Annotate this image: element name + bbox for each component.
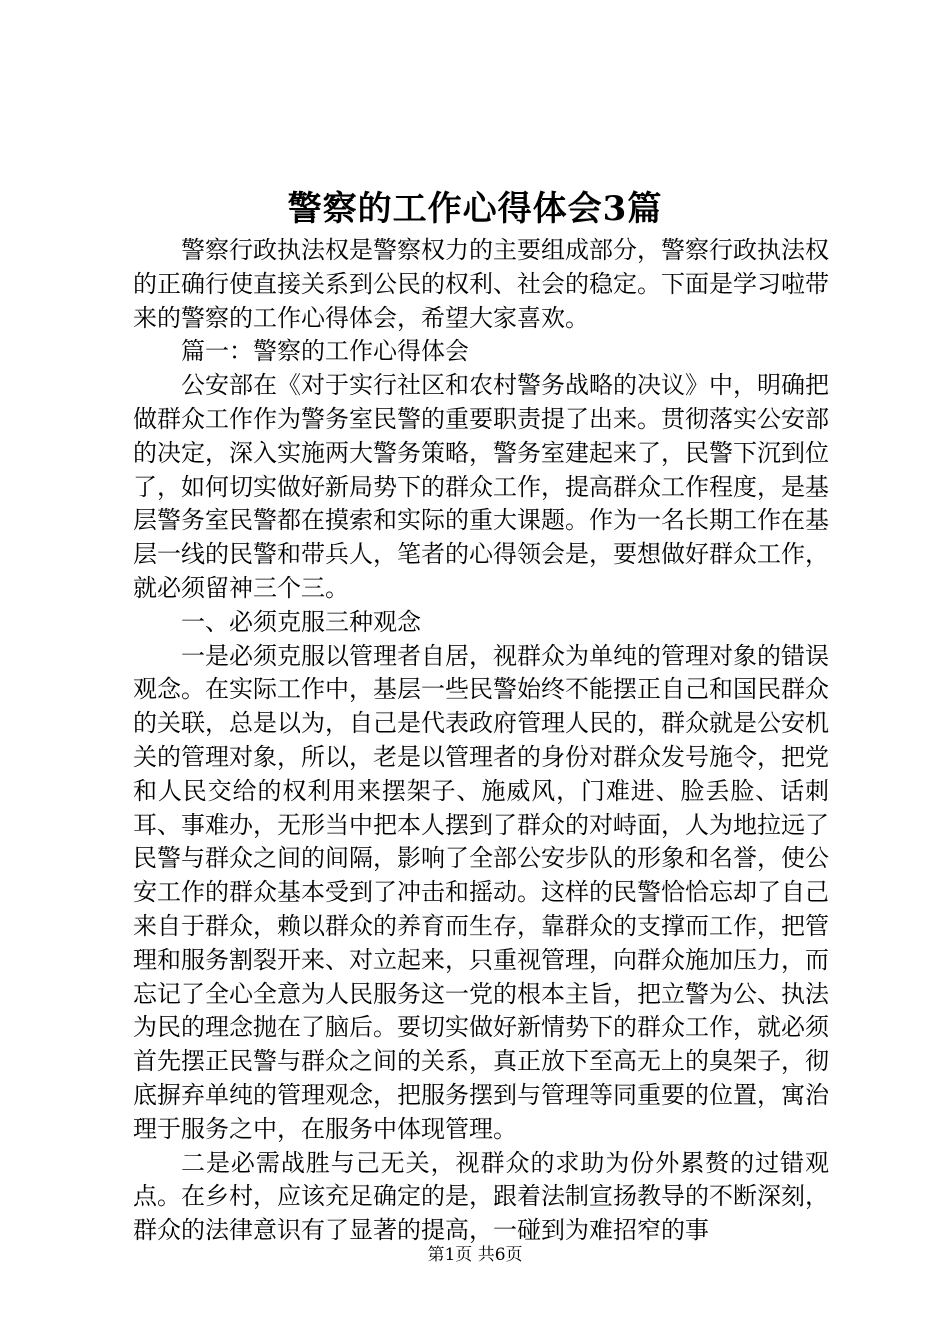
subheading-1: 一、必须克服三种观念 [181,607,421,636]
section-title: 篇一：警察的工作心得体会 [181,337,469,366]
body-paragraph-2: 一是必须克服以管理者自居，视群众为单纯的管理对象的错误观念。在实际工作中，基层一些民警始终不能摆正自己和国民群众的关联，总是以为，自己是代表政府管理人民的，群众就是公安机关的管理对象，所以，老是以管理者的身份对群众发号施令，把党和人民交给的权利用来摆架子、施威风，门难进、脸丢脸、话刺耳、事难办，无形当中把本人摆到了群众的对峙面，人为地拉远了民警与群众之间的间隔，影响了全部公安步队的形象和名誉，使公安工作的群众基本受到了冲击和摇动。这样的民警恰恰忘却了自己来自于群众，赖以群众的养育而生存，靠群众的支撑而工作，把管理和服务割裂开来、对立起来，只重视管理，向群众施加压力，而忘记了全心全意为人民服务这一党的根本主旨，把立警为公、执法为民的理念抛在了脑后。要切实做好新情势下的群众工作，就必须首先摆正民警与群众之间的关系，真正放下至高无上的臭架子，彻底摒弃单纯的管理观念，把服务摆到与管理等同重要的位置，寓治理于服务之中，在服务中体现管理。 [133,641,829,1143]
body-paragraph-3: 二是必需战胜与己无关，视群众的求助为份外累赘的过错观点。在乡村，应该充足确定的是，跟着法制宣扬教导的不断深刻，群众的法律意识有了显著的提高，一碰到为难招窄的事 [133,1148,829,1245]
document-body [133,234,829,1248]
page-number-footer: 第1页 共6页 [427,1245,523,1265]
body-paragraph-1: 公安部在《对于实行社区和农村警务战略的决议》中，明确把做群众工作作为警务室民警的重要职责提了出来。贯彻落实公安部的决定，深入实施两大警务策略，警务室建起来了，民警下沉到位了，如何切实做好新局势下的群众工作，提高群众工作程度，是基层警务室民警都在摸索和实际的重大课题。作为一名长期工作在基层一线的民警和带兵人，笔者的心得领会是，要想做好群众工作，就必须留神三个三。 [133,371,829,602]
document-title: 警察的工作心得体会3篇 [287,189,663,229]
intro-paragraph: 警察行政执法权是警察权力的主要组成部分，警察行政执法权的正确行使直接关系到公民的权利、社会的稳定。下面是学习啦带来的警察的工作心得体会，希望大家喜欢。 [133,236,829,332]
